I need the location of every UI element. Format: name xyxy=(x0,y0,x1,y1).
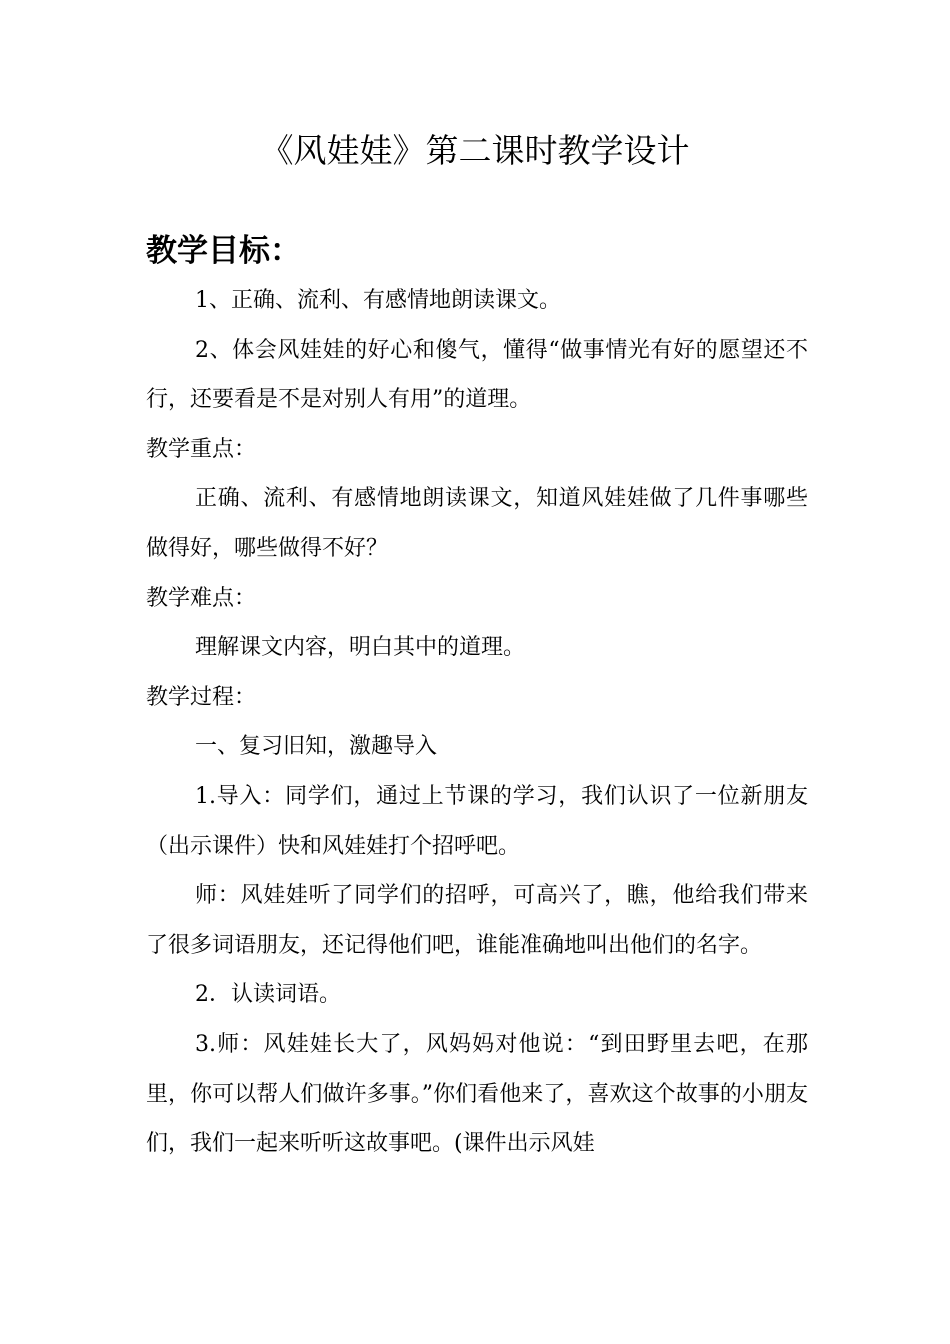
key-points-text: 正确、流利、有感情地朗读课文，知道风娃娃做了几件事哪些做得好，哪些做得不好？ xyxy=(146,486,808,561)
difficulties-label: 教学难点： xyxy=(146,585,257,611)
objective-2: 2、体会风娃娃的好心和傻气，懂得“做事情光有好的愿望还不行，还要看是不是对别人有用”的道理。 xyxy=(146,337,808,413)
key-points-label: 教学重点： xyxy=(146,436,257,462)
step-1-heading: 一、复习旧知，激趣导入 xyxy=(195,734,438,760)
objective-1: 1、正确、流利、有感情地朗读课文。 xyxy=(195,288,561,313)
step-1-paragraph-4: 3.师：风娃娃长大了，风妈妈对他说：“到田野里去吧，在那里，你可以帮人们做许多事。”你们看他来了，喜欢这个故事的小朋友们，我们一起来听听这故事吧。(课件出示风娃 xyxy=(146,1031,808,1157)
step-1-paragraph-3: 2．认读词语。 xyxy=(195,982,341,1008)
step-1-paragraph-2: 师：风娃娃听了同学们的招呼，可高兴了，瞧，他给我们带来了很多词语朋友，还记得他们吧，谁能准确地叫出他们的名字。 xyxy=(146,883,808,958)
document-body xyxy=(146,226,808,1169)
process-label: 教学过程： xyxy=(146,684,257,710)
document-title: 《风娃娃》第二课时教学设计 xyxy=(260,131,690,170)
objectives-heading: 教学目标： xyxy=(146,233,301,269)
step-1-paragraph-1: 1.导入：同学们，通过上节课的学习，我们认识了一位新朋友（出示课件）快和风娃娃打个招呼吧。 xyxy=(146,783,808,859)
difficulties-text: 理解课文内容，明白其中的道理。 xyxy=(195,635,526,661)
